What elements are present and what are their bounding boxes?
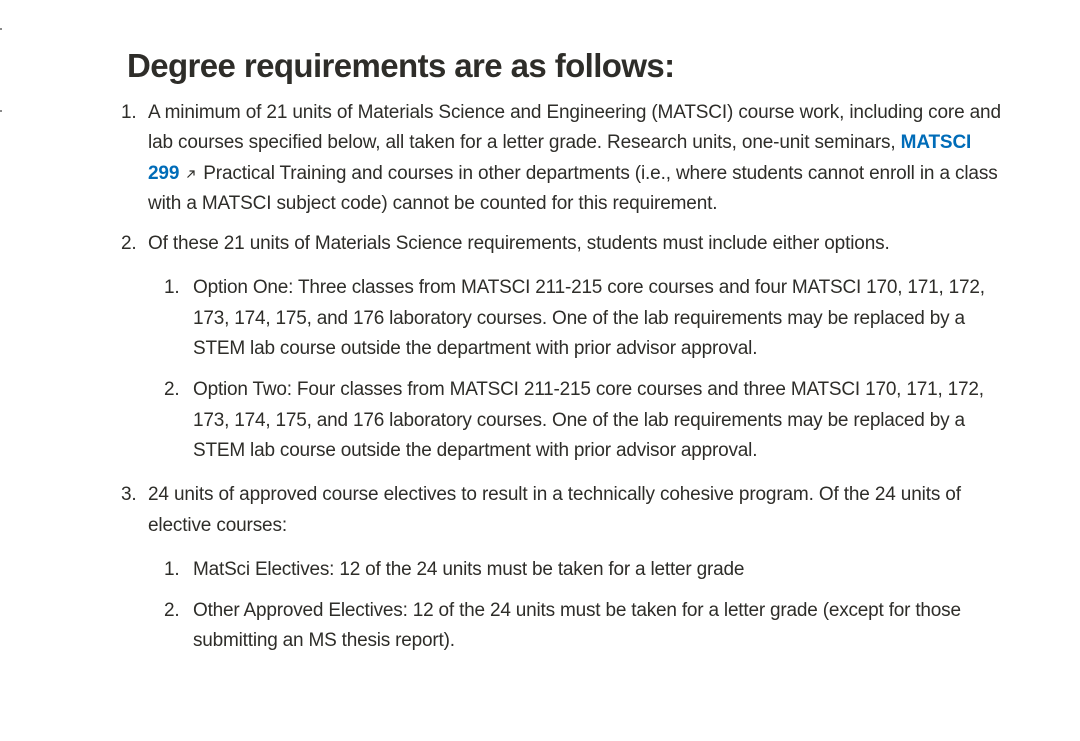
item-text: Of these 21 units of Materials Science requirements, students must include either options. <box>148 233 890 255</box>
sublist-item <box>164 375 1007 466</box>
list-item <box>121 480 1007 656</box>
page-heading: Degree requirements are as follows: <box>127 47 675 84</box>
list-number: 1. <box>164 277 180 299</box>
list-number: 1. <box>164 558 180 580</box>
item-text: Other Approved Electives: 12 of the 24 units must be taken for a letter grade (except for those submitting an MS thesis report). <box>193 600 961 652</box>
list-number: 2. <box>164 600 180 622</box>
item-text: MatSci Electives: 12 of the 24 units must be taken for a letter grade <box>193 558 745 580</box>
page-edge-mark <box>0 110 2 112</box>
degree-requirements-section <box>121 44 1007 671</box>
electives-sublist <box>164 555 1007 657</box>
item-text: A minimum of 21 units of Materials Science and Engineering (MATSCI) course work, including core and lab courses specified below, all taken for a letter grade. Research units, one-unit seminars, <box>148 102 1001 154</box>
item-text: 24 units of approved course electives to result in a technically cohesive program. Of the 24 units of elective courses: <box>148 484 961 536</box>
page-edge-mark <box>0 28 2 30</box>
list-number: 2. <box>164 379 180 401</box>
list-item <box>121 98 1007 219</box>
sublist-item <box>164 555 1007 585</box>
matsci-299-link[interactable]: MATSCI 299 <box>148 132 972 184</box>
list-number: 3. <box>121 484 137 506</box>
list-number: 2. <box>121 233 137 255</box>
list-number: 1. <box>121 102 137 123</box>
sublist-item <box>164 596 1007 657</box>
list-item <box>121 229 1007 466</box>
item-text: Option Two: Four classes from MATSCI 211-215 core courses and three MATSCI 170, 171, 172, 173, 174, 175, and 176 laboratory courses. One of the lab requirements may be replaced by a STEM lab course outside the department with prior advisor approval. <box>193 379 984 461</box>
item-text: Option One: Three classes from MATSCI 211-215 core courses and four MATSCI 170, 171, 172, 173, 174, 175, and 176 laboratory courses. One of the lab requirements may be replaced by a STEM lab course outside the department with prior advisor approval. <box>193 277 985 360</box>
external-link-icon[interactable] <box>185 168 197 180</box>
sublist-item <box>164 273 1007 364</box>
requirements-list <box>121 98 1007 657</box>
options-sublist <box>164 273 1007 466</box>
item-text: Practical Training and courses in other departments (i.e., where students cannot enroll in a class with a MATSCI subject code) cannot be counted for this requirement. <box>148 162 998 214</box>
